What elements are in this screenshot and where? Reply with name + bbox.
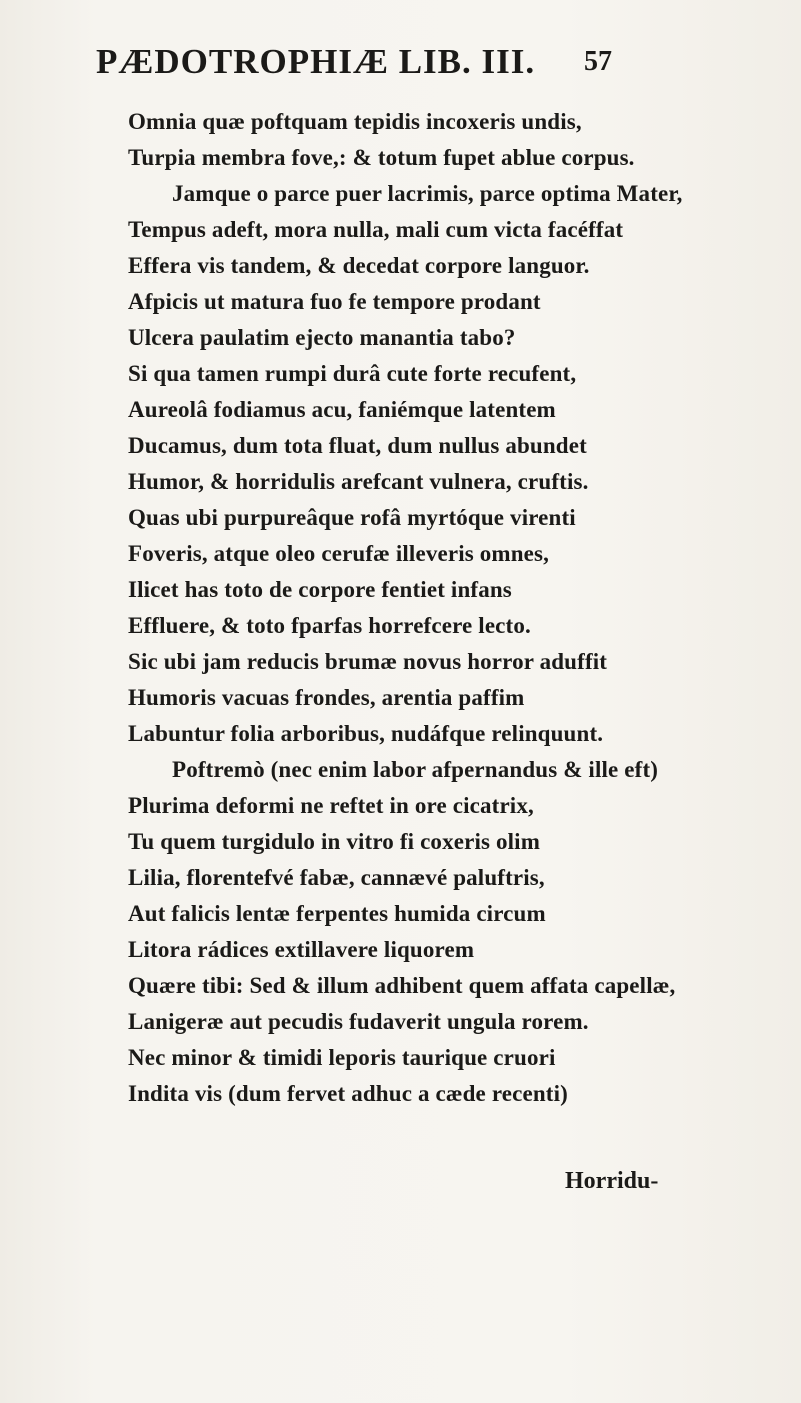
verse-line: Quære tibi: Sed & illum adhibent quem affata capellæ, (128, 973, 676, 998)
verse-line: Nec minor & timidi leporis taurique cruori (128, 1045, 556, 1070)
verse-line: Poftremò (nec enim labor afpernandus & ille eft) (172, 757, 659, 782)
verse-line: Effluere, & toto fparfas horrefcere lecto. (128, 613, 531, 638)
verse-line: Aut falicis lentæ ferpentes humida circum (128, 901, 546, 926)
verse-line: Labuntur folia arboribus, nudáfque relinquunt. (128, 721, 604, 746)
verse-line: Si qua tamen rumpi durâ cute forte recufent, (128, 361, 577, 386)
verse-line: Aureolâ fodiamus acu, faniémque latentem (128, 397, 556, 422)
verse-line: Tu quem turgidulo in vitro fi coxeris olim (128, 829, 541, 854)
verse-line: Litora rádices extillavere liquorem (128, 937, 475, 962)
verse-line: Indita vis (dum fervet adhuc a cæde recenti) (128, 1081, 568, 1106)
verse-line: Sic ubi jam reducis brumæ novus horror aduffit (128, 649, 608, 674)
running-title: PÆDOTROPHIÆ LIB. III. (96, 42, 536, 81)
catchword: Horridu- (565, 1168, 659, 1194)
verse-line: Ulcera paulatim ejecto manantia tabo? (128, 325, 516, 350)
page-header (96, 42, 736, 96)
verse-line: Effera vis tandem, & decedat corpore languor. (128, 253, 590, 278)
verse-line: Ducamus, dum tota fluat, dum nullus abundet (128, 433, 587, 458)
verse-line: Lilia, florentefvé fabæ, cannævé paluftris, (128, 865, 545, 890)
verse-line: Afpicis ut matura fuo fe tempore prodant (128, 289, 541, 314)
verse-line: Quas ubi purpureâque rofâ myrtóque virenti (128, 505, 576, 530)
verse-line: Lanigeræ aut pecudis fudaverit ungula rorem. (128, 1009, 589, 1034)
verse-line: Humor, & horridulis arefcant vulnera, cruftis. (128, 469, 589, 494)
verse-line: Jamque o parce puer lacrimis, parce optima Mater, (172, 181, 683, 206)
verse-line: Ilicet has toto de corpore fentiet infans (128, 577, 512, 602)
verse-line: Tempus adeft, mora nulla, mali cum victa facéffat (128, 217, 624, 242)
verse-line: Foveris, atque oleo cerufæ illeveris omnes, (128, 541, 549, 566)
verse-line: Omnia quæ poftquam tepidis incoxeris undis, (128, 109, 582, 134)
verse-line: Turpia membra fove,: & totum fupet ablue corpus. (128, 145, 635, 170)
page-number: 57 (584, 46, 612, 77)
verse-line: Humoris vacuas frondes, arentia paffim (128, 685, 525, 710)
verse-line: Plurima deformi ne reftet in ore cicatrix, (128, 793, 534, 818)
